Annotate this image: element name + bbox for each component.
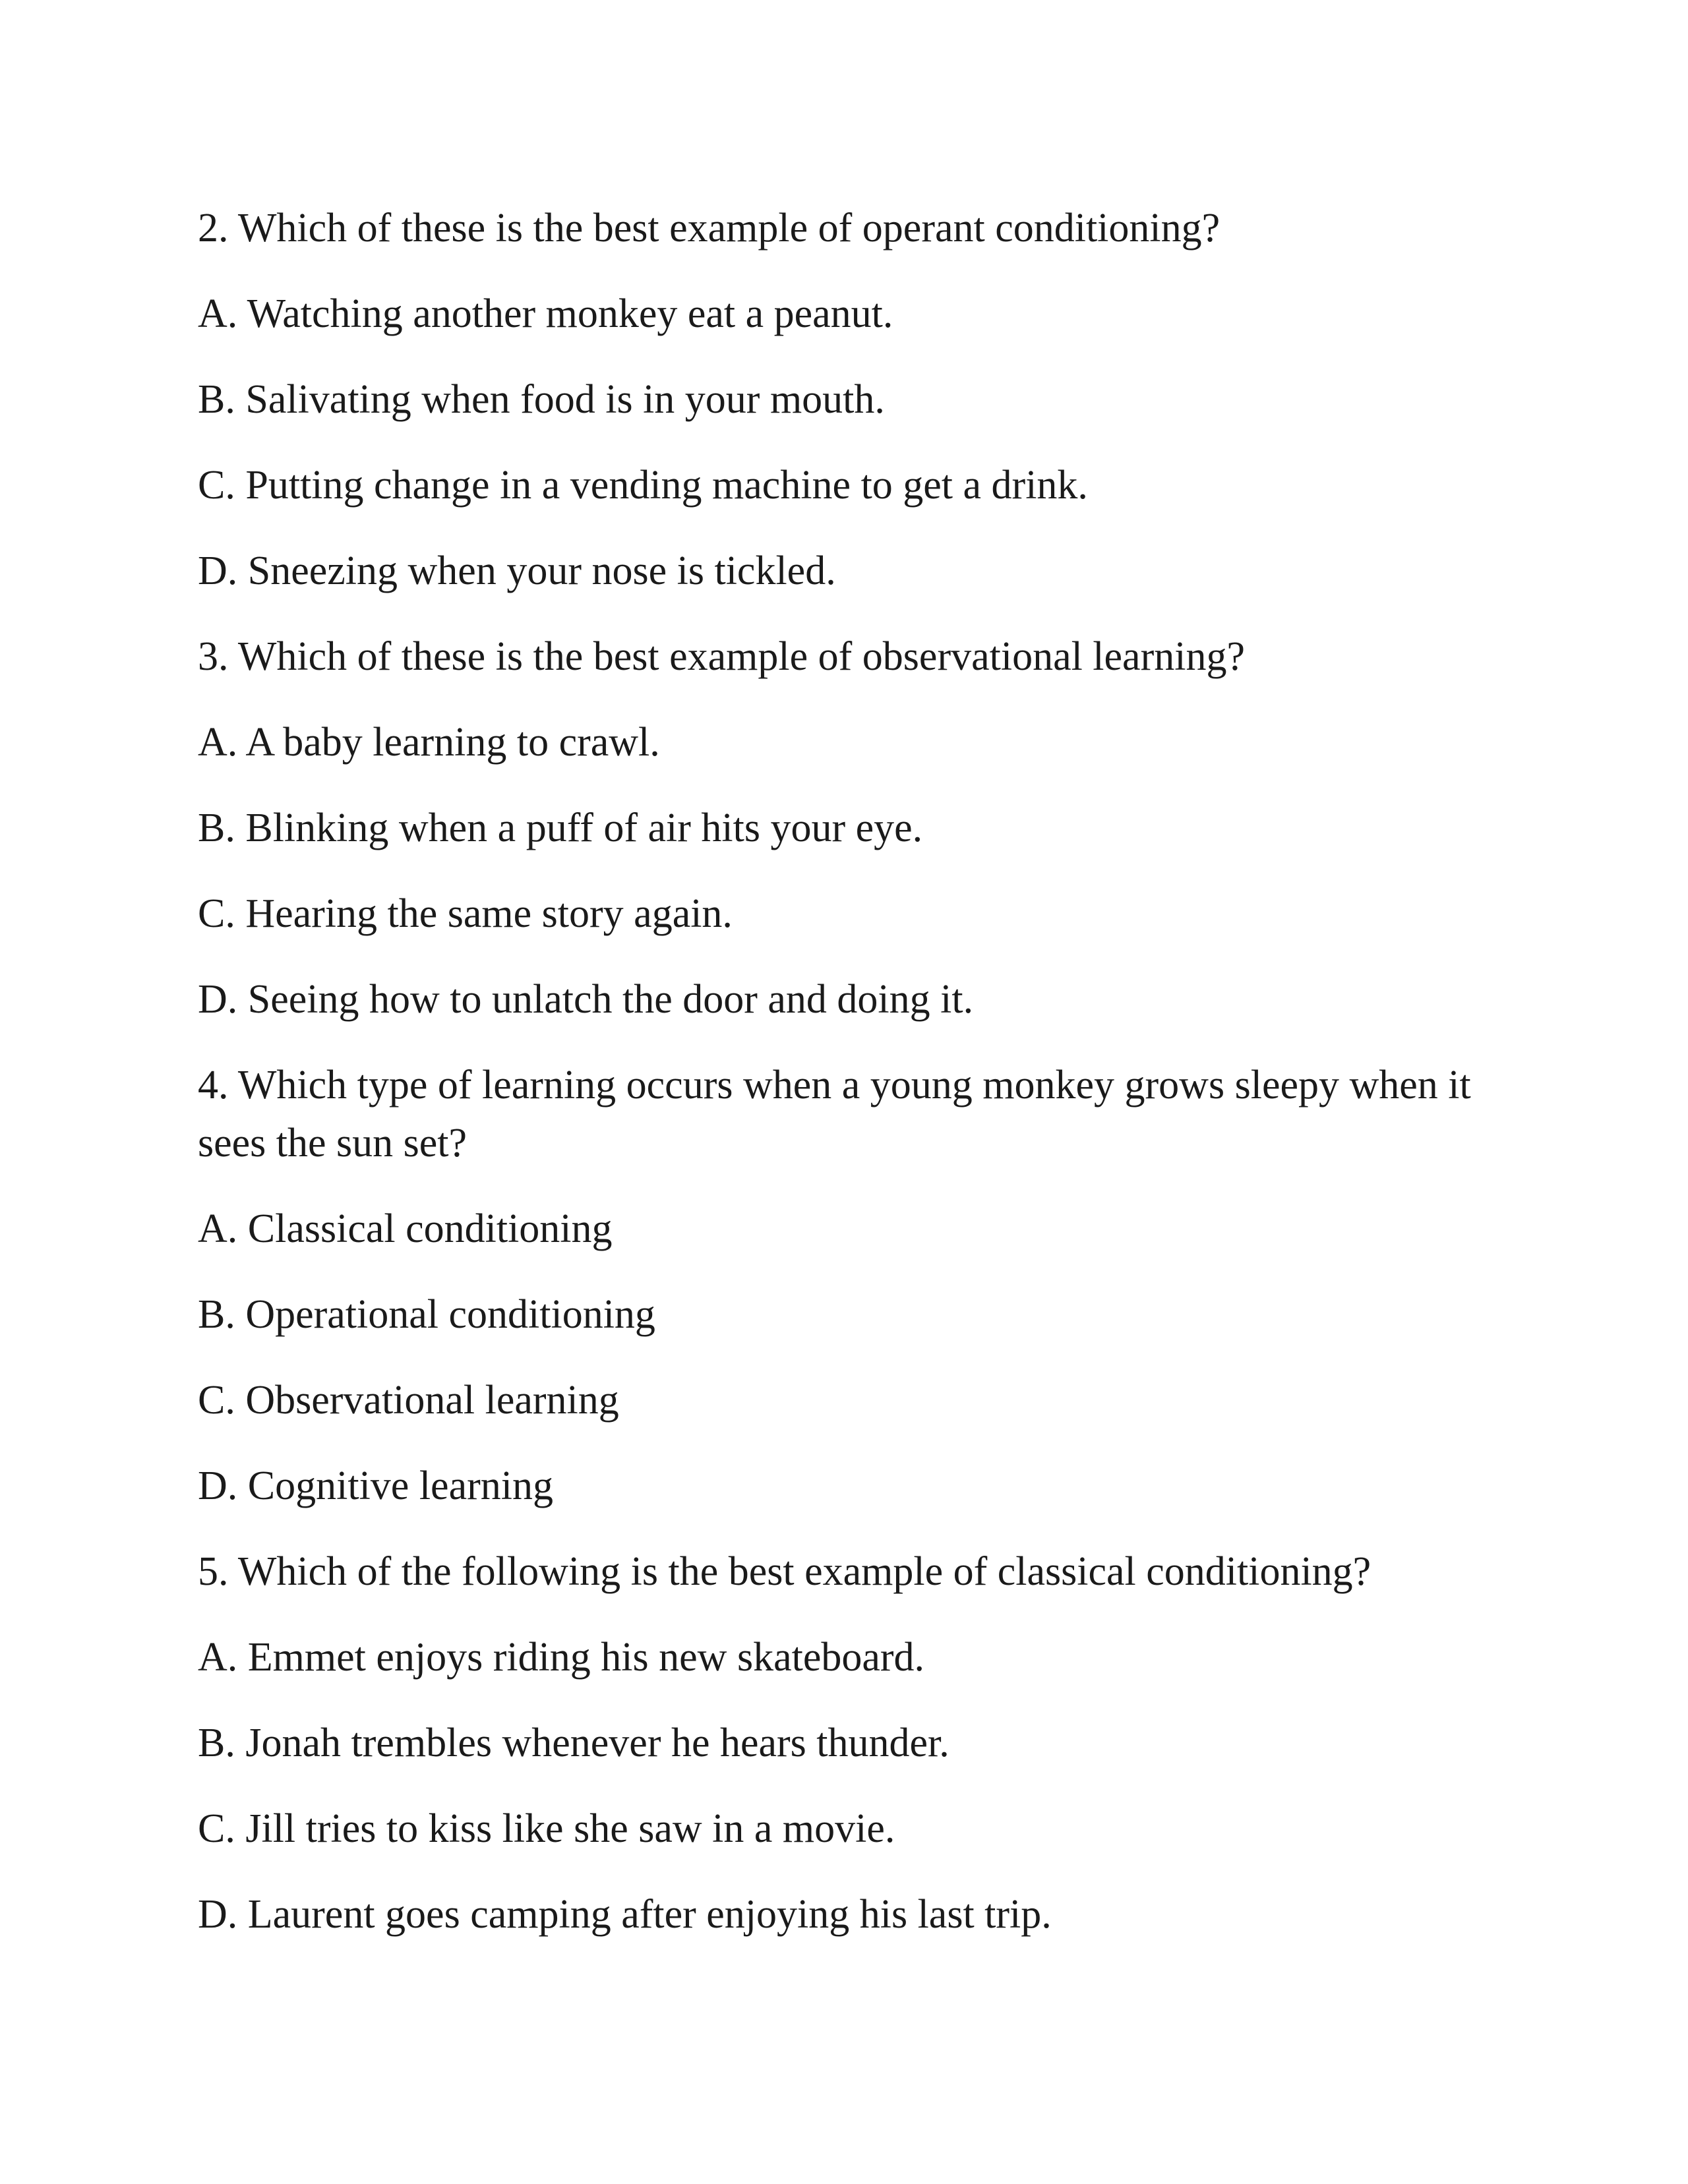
answer-option-b: B. Blinking when a puff of air hits your eye. xyxy=(198,806,923,850)
question-text: 4. Which type of learning occurs when a young monkey grows sleepy when it sees the sun set? xyxy=(198,1063,1471,1166)
answer-option-d: D. Sneezing when your nose is tickled. xyxy=(198,548,836,593)
answer-option-c: C. Hearing the same story again. xyxy=(198,891,733,936)
answer-option-b: B. Salivating when food is in your mouth. xyxy=(198,377,885,422)
question-2 xyxy=(198,199,1530,600)
answer-option-b: B. Jonah trembles whenever he hears thunder. xyxy=(198,1721,950,1765)
question-4 xyxy=(198,1056,1530,1515)
question-text: 5. Which of the following is the best example of classical conditioning? xyxy=(198,1549,1372,1594)
answer-option-c: C. Putting change in a vending machine to get a drink. xyxy=(198,463,1088,508)
answer-option-a: A. Watching another monkey eat a peanut. xyxy=(198,291,893,336)
question-3 xyxy=(198,628,1530,1028)
answer-option-a: A. Classical conditioning xyxy=(198,1206,613,1251)
question-text: 2. Which of these is the best example of operant conditioning? xyxy=(198,206,1221,251)
question-text: 3. Which of these is the best example of observational learning? xyxy=(198,634,1245,679)
answer-option-a: A. A baby learning to crawl. xyxy=(198,720,660,765)
answer-option-c: C. Jill tries to kiss like she saw in a movie. xyxy=(198,1806,895,1851)
question-5 xyxy=(198,1543,1530,1943)
answer-option-d: D. Seeing how to unlatch the door and doing it. xyxy=(198,977,974,1022)
answer-option-d: D. Cognitive learning xyxy=(198,1463,553,1508)
document-page xyxy=(198,199,1530,1971)
answer-option-b: B. Operational conditioning xyxy=(198,1292,655,1337)
answer-option-a: A. Emmet enjoys riding his new skateboard. xyxy=(198,1635,925,1680)
answer-option-c: C. Observational learning xyxy=(198,1378,619,1423)
answer-option-d: D. Laurent goes camping after enjoying his last trip. xyxy=(198,1892,1052,1937)
